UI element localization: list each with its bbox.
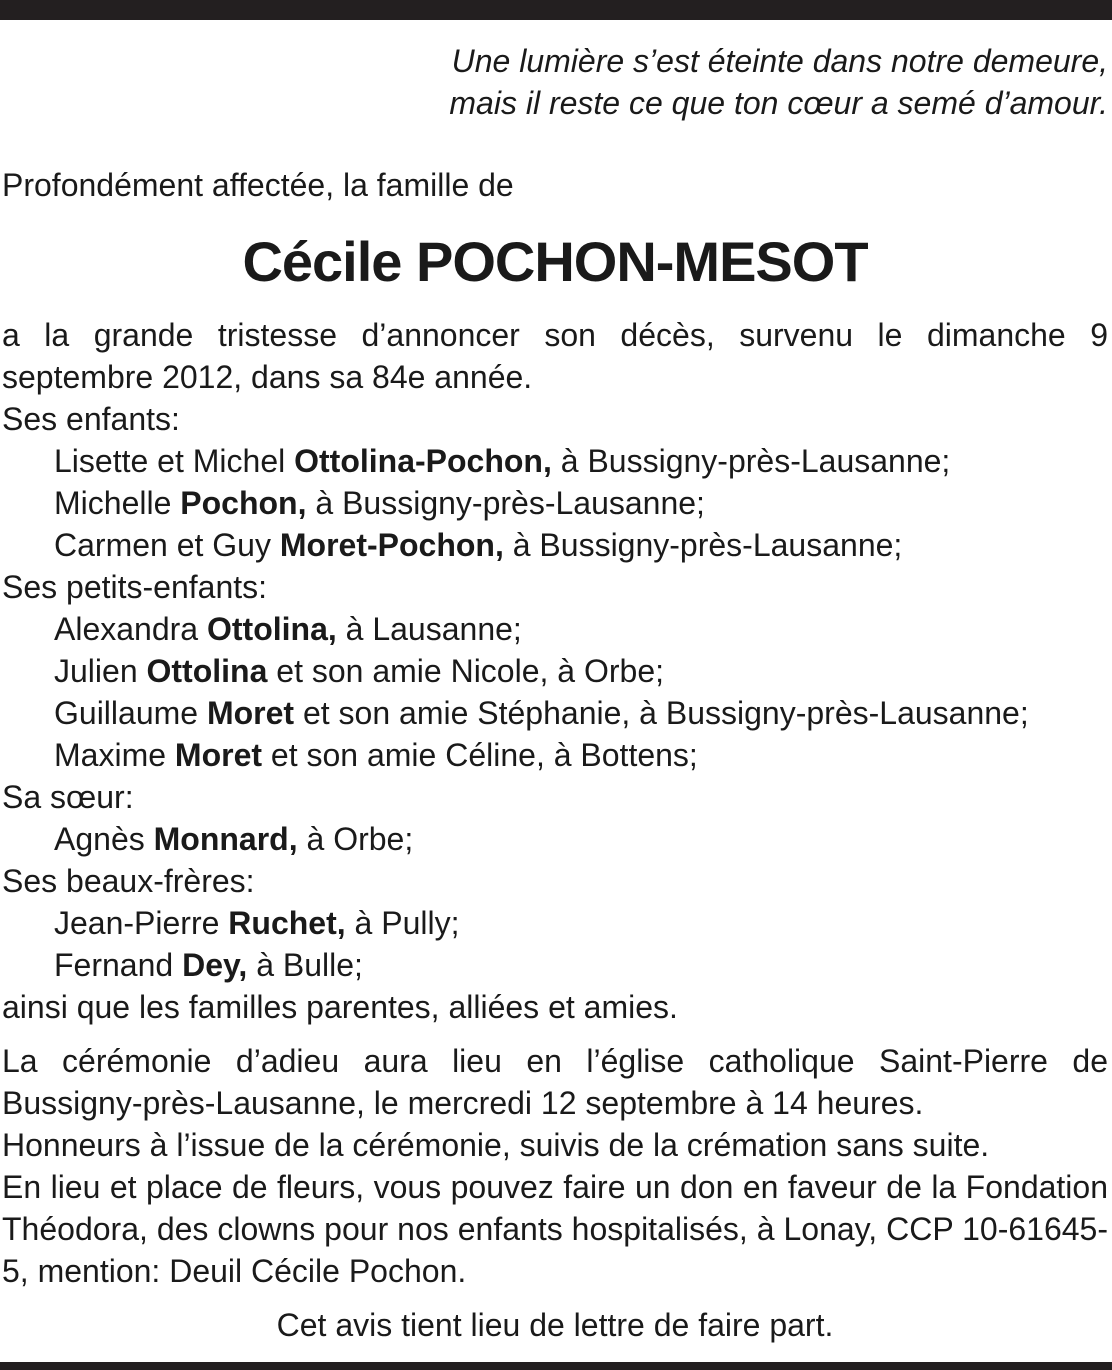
entry-surname: Moret-Pochon, <box>279 527 504 563</box>
family-group-children <box>2 398 1108 566</box>
entry-given-names: Jean-Pierre <box>54 905 229 941</box>
entry-location: et son amie Stéphanie, à Bussigny-près-Lausanne; <box>294 695 1029 731</box>
entry-location: à Bussigny-près-Lausanne; <box>551 443 951 479</box>
family-entry <box>2 818 1108 860</box>
family-entry <box>2 734 1108 776</box>
extended-family-text: ainsi que les familles parentes, alliées et amies. <box>2 989 678 1025</box>
entry-location: à Orbe; <box>297 821 414 857</box>
epigraph-line: mais il reste ce que ton cœur a semé d’amour. <box>449 85 1108 121</box>
entry-given-names: Lisette et Michel <box>54 443 295 479</box>
entry-given-names: Julien <box>54 653 147 689</box>
entry-surname: Moret <box>174 737 263 773</box>
family-entry <box>2 608 1108 650</box>
entry-surname: Moret <box>206 695 295 731</box>
entry-location: et son amie Nicole, à Orbe; <box>267 653 664 689</box>
entry-location: et son amie Céline, à Bottens; <box>262 737 698 773</box>
entry-given-names: Fernand <box>54 947 183 983</box>
entry-surname: Ruchet, <box>228 905 346 941</box>
entry-surname: Monnard, <box>153 821 298 857</box>
group-label: Ses enfants: <box>2 401 180 437</box>
entry-given-names: Agnès <box>54 821 154 857</box>
group-label: Ses petits-enfants: <box>2 569 268 605</box>
epigraph-quote <box>2 40 1108 124</box>
entry-location: à Bulle; <box>247 947 363 983</box>
group-label: Sa sœur: <box>2 779 134 815</box>
ceremony-text: La cérémonie d’adieu aura lieu en l’église catholique Saint-Pierre de Bussigny-près-Lausanne, le mercredi 12 septembre à 14 heures. <box>2 1043 1108 1121</box>
entry-surname: Ottolina, <box>206 611 337 647</box>
group-label: Ses beaux-frères: <box>2 863 255 899</box>
honours-text: Honneurs à l’issue de la cérémonie, suivis de la crémation sans suite. <box>2 1127 990 1163</box>
entry-given-names: Michelle <box>54 485 181 521</box>
entry-surname: Dey, <box>182 947 248 983</box>
epigraph-line: Une lumière s’est éteinte dans notre demeure, <box>451 43 1108 79</box>
entry-given-names: Maxime <box>54 737 175 773</box>
family-entry <box>2 692 1108 734</box>
entry-surname: Ottolina-Pochon, <box>294 443 552 479</box>
entry-given-names: Alexandra <box>54 611 207 647</box>
family-entry <box>2 902 1108 944</box>
announcement-text: a la grande tristesse d’annoncer son décès, survenu le dimanche 9 septembre 2012, dans sa 84e année. <box>2 317 1108 395</box>
family-entry <box>2 524 1108 566</box>
family-entry <box>2 440 1108 482</box>
entry-location: à Pully; <box>345 905 460 941</box>
closing-text: Cet avis tient lieu de lettre de faire part. <box>276 1307 834 1343</box>
family-group-brothers-in-law <box>2 860 1108 986</box>
family-entry <box>2 944 1108 986</box>
entry-surname: Ottolina <box>146 653 268 689</box>
donation-text: En lieu et place de fleurs, vous pouvez faire un don en faveur de la Fondation Théodora, des clowns pour nos enfants hospitalisés, à Lonay, CCP 10-61645-5, mention: Deuil Cécile Pochon. <box>2 1169 1108 1289</box>
intro-text: Profondément affectée, la famille de <box>2 167 514 203</box>
entry-location: à Bussigny-près-Lausanne; <box>306 485 705 521</box>
obituary-notice <box>2 40 1108 1346</box>
entry-given-names: Guillaume <box>54 695 207 731</box>
entry-surname: Pochon, <box>180 485 307 521</box>
deceased-name: Cécile POCHON-MESOT <box>242 230 868 293</box>
entry-location: à Bussigny-près-Lausanne; <box>503 527 903 563</box>
family-entry <box>2 482 1108 524</box>
entry-given-names: Carmen et Guy <box>54 527 280 563</box>
family-entry <box>2 650 1108 692</box>
top-border-rule <box>0 0 1112 20</box>
family-group-sister <box>2 776 1108 860</box>
family-group-grandchildren <box>2 566 1108 776</box>
entry-location: à Lausanne; <box>336 611 522 647</box>
bottom-border-rule <box>0 1362 1112 1370</box>
